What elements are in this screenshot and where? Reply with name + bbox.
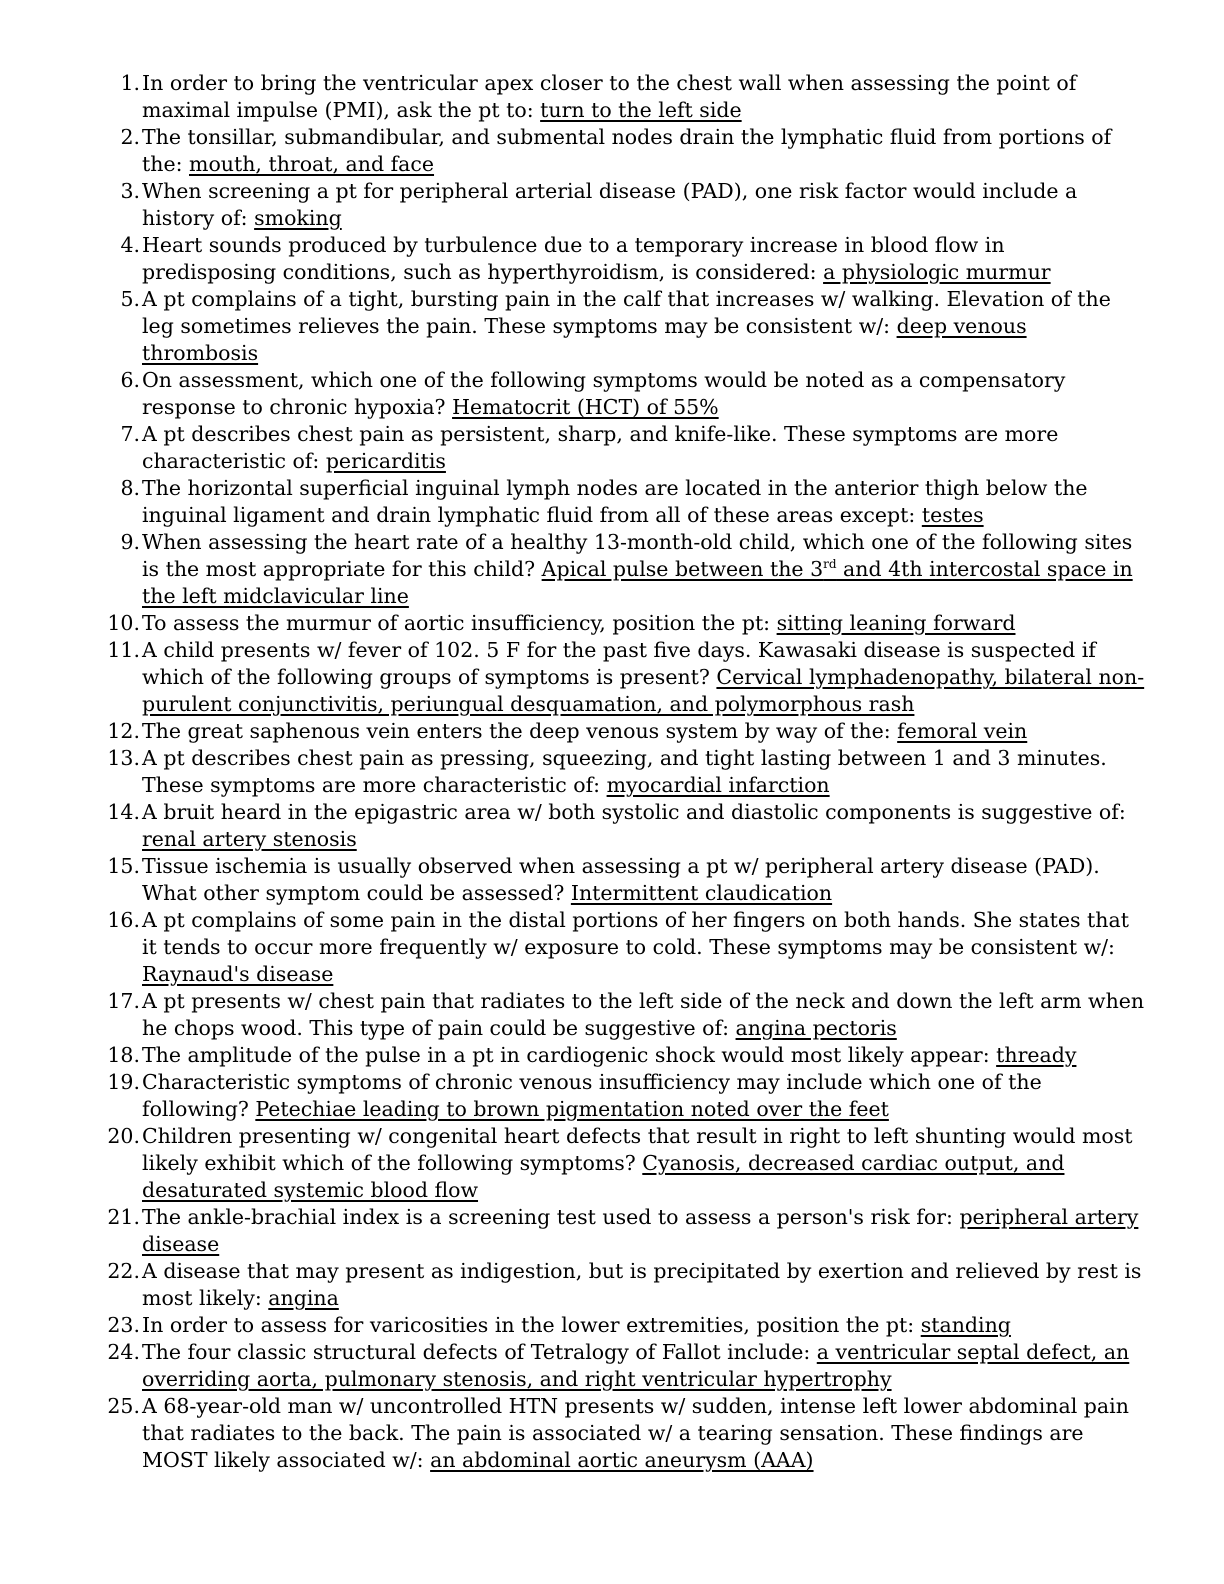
item-number: 3.: [120, 179, 140, 203]
item-number: 4.: [120, 233, 140, 257]
item-number: 24.: [107, 1340, 140, 1364]
list-item: [100, 610, 1145, 637]
list-item: [100, 1204, 1145, 1258]
question-text: A pt complains of some pain in the distal portions of her fingers on both hands. She states that it tends to occur more frequently w/ exposure to cold. These symptoms may be consistent w/:: [142, 908, 1129, 959]
question-text: The four classic structural defects of Tetralogy of Fallot include:: [142, 1340, 817, 1364]
answer-text: angina pectoris: [735, 1016, 897, 1040]
question-text: The great saphenous vein enters the deep venous system by way of the:: [142, 719, 898, 743]
answer-text-end: and 4th intercostal space in the left midclavicular line: [142, 557, 1133, 608]
list-item: [100, 421, 1145, 475]
item-number: 20.: [107, 1124, 140, 1148]
list-item: [100, 1312, 1145, 1339]
answer-text: an abdominal aortic aneurysm (AAA): [430, 1448, 814, 1472]
question-text: In order to bring the ventricular apex closer to the chest wall when assessing the point of maximal impulse (PMI), ask the pt to:: [142, 71, 1077, 122]
list-item: [100, 475, 1145, 529]
answer-text: Cervical lymphadenopathy, bilateral non-purulent conjunctivitis, periungual desquamation, and polymorphous rash: [142, 665, 1145, 716]
list-item: [100, 799, 1145, 853]
item-number: 19.: [107, 1070, 140, 1094]
list-item: [100, 988, 1145, 1042]
question-text: A child presents w/ fever of 102. 5 F for the past five days. Kawasaki disease is suspected if which of the following groups of symptoms is present?: [142, 638, 1096, 689]
answer-text: mouth, throat, and face: [189, 152, 435, 176]
question-text: The ankle-brachial index is a screening test used to assess a person's risk for:: [142, 1205, 960, 1229]
question-text: The horizontal superficial inguinal lymph nodes are located in the anterior thigh below the inguinal ligament and drain lymphatic fluid from all of these areas except:: [142, 476, 1088, 527]
question-text: The amplitude of the pulse in a pt in cardiogenic shock would most likely appear:: [142, 1043, 997, 1067]
item-number: 18.: [107, 1043, 140, 1067]
list-item: [100, 286, 1145, 367]
list-item: [100, 853, 1145, 907]
question-text: In order to assess for varicosities in the lower extremities, position the pt:: [142, 1313, 921, 1337]
question-text: When screening a pt for peripheral arterial disease (PAD), one risk factor would include a history of:: [142, 179, 1078, 230]
question-text: A pt presents w/ chest pain that radiates to the left side of the neck and down the left arm when he chops wood. This type of pain could be suggestive of:: [142, 989, 1145, 1040]
item-number: 6.: [120, 368, 140, 392]
list-item: [100, 1123, 1145, 1204]
question-text: A pt complains of a tight, bursting pain in the calf that increases w/ walking. Elevation of the leg sometimes relieves the pain. These symptoms may be consistent w/:: [142, 287, 1111, 338]
item-number: 22.: [107, 1259, 140, 1283]
item-number: 21.: [107, 1205, 140, 1229]
question-text: On assessment, which one of the following symptoms would be noted as a compensatory response to chronic hypoxia?: [142, 368, 1066, 419]
list-item: [100, 637, 1145, 718]
list-item: [100, 1258, 1145, 1312]
item-number: 16.: [107, 908, 140, 932]
list-item: [100, 178, 1145, 232]
question-text: Tissue ischemia is usually observed when assessing a pt w/ peripheral artery disease (PAD). What other symptom could be assessed?: [142, 854, 1100, 905]
item-number: 5.: [120, 287, 140, 311]
answer-text: Intermittent claudication: [570, 881, 833, 905]
list-item: [100, 907, 1145, 988]
answer-text-start: Apical pulse between the 3: [541, 557, 824, 581]
list-item: [100, 1393, 1145, 1474]
item-number: 9.: [120, 530, 140, 554]
answer-text: Cyanosis, decreased cardiac output, and desaturated systemic blood flow: [142, 1151, 1065, 1202]
question-text: A disease that may present as indigestion, but is precipitated by exertion and relieved by rest is most likely:: [142, 1259, 1142, 1310]
answer-text: a physiologic murmur: [823, 260, 1051, 284]
answer-text: renal artery stenosis: [142, 827, 357, 851]
list-item: [100, 70, 1145, 124]
list-item: [100, 1339, 1145, 1393]
question-text: A pt describes chest pain as persistent, sharp, and knife-like. These symptoms are more characteristic of:: [142, 422, 1059, 473]
item-number: 17.: [107, 989, 140, 1013]
answer-text: sitting leaning forward: [776, 611, 1016, 635]
answer-text: Raynaud's disease: [142, 962, 334, 986]
answer-superscript: rd: [823, 557, 837, 572]
item-number: 13.: [107, 746, 140, 770]
answer-text: smoking: [254, 206, 342, 230]
answer-text: turn to the left side: [540, 98, 742, 122]
list-item: [100, 718, 1145, 745]
answer-text: peripheral artery disease: [142, 1205, 1139, 1256]
item-number: 14.: [107, 800, 140, 824]
item-number: 10.: [107, 611, 140, 635]
list-item: [100, 1042, 1145, 1069]
question-text: A 68-year-old man w/ uncontrolled HTN presents w/ sudden, intense left lower abdominal pain that radiates to the back. The pain is associated w/ a tearing sensation. These findings are MOST likely associated w/:: [142, 1394, 1129, 1472]
list-item: [100, 232, 1145, 286]
item-number: 8.: [120, 476, 140, 500]
list-item: [100, 367, 1145, 421]
list-item: [100, 745, 1145, 799]
question-text: A pt describes chest pain as pressing, squeezing, and tight lasting between 1 and 3 minutes. These symptoms are more characteristic of:: [142, 746, 1107, 797]
answer-text: testes: [921, 503, 984, 527]
question-text: Heart sounds produced by turbulence due to a temporary increase in blood flow in predisposing conditions, such as hyperthyroidism, is considered:: [142, 233, 1005, 284]
answer-text: femoral vein: [897, 719, 1028, 743]
list-item: [100, 529, 1145, 610]
answer-text: a ventricular septal defect, an overriding aorta, pulmonary stenosis, and right ventricular hypertrophy: [142, 1340, 1130, 1391]
question-list: [100, 70, 1145, 1474]
list-item: [100, 124, 1145, 178]
item-number: 15.: [107, 854, 140, 878]
answer-text: thready: [996, 1043, 1077, 1067]
item-number: 25.: [107, 1394, 140, 1418]
answer-text: pericarditis: [325, 449, 446, 473]
answer-text: Petechiae leading to brown pigmentation noted over the feet: [255, 1097, 889, 1121]
list-item: [100, 1069, 1145, 1123]
answer-text: myocardial infarction: [606, 773, 830, 797]
question-text: A bruit heard in the epigastric area w/ both systolic and diastolic components is suggestive of:: [142, 800, 1126, 824]
item-number: 1.: [120, 71, 140, 95]
item-number: 11.: [107, 638, 140, 662]
question-text: When assessing the heart rate of a healthy 13-month-old child, which one of the following sites is the most appropriate for this child?: [142, 530, 1133, 581]
question-text: The tonsillar, submandibular, and submental nodes drain the lymphatic fluid from portions of the:: [142, 125, 1112, 176]
answer-text: standing: [920, 1313, 1011, 1337]
item-number: 2.: [120, 125, 140, 149]
answer-text: Hematocrit (HCT) of 55%: [452, 395, 719, 419]
answer-text: angina: [268, 1286, 339, 1310]
question-text: Children presenting w/ congenital heart defects that result in right to left shunting would most likely exhibit which of the following symptoms?: [142, 1124, 1133, 1175]
question-text: To assess the murmur of aortic insufficiency, position the pt:: [142, 611, 777, 635]
item-number: 23.: [107, 1313, 140, 1337]
item-number: 7.: [120, 422, 140, 446]
answer-text: deep venous thrombosis: [142, 314, 1027, 365]
item-number: 12.: [107, 719, 140, 743]
question-text: Characteristic symptoms of chronic venous insufficiency may include which one of the following?: [142, 1070, 1042, 1121]
